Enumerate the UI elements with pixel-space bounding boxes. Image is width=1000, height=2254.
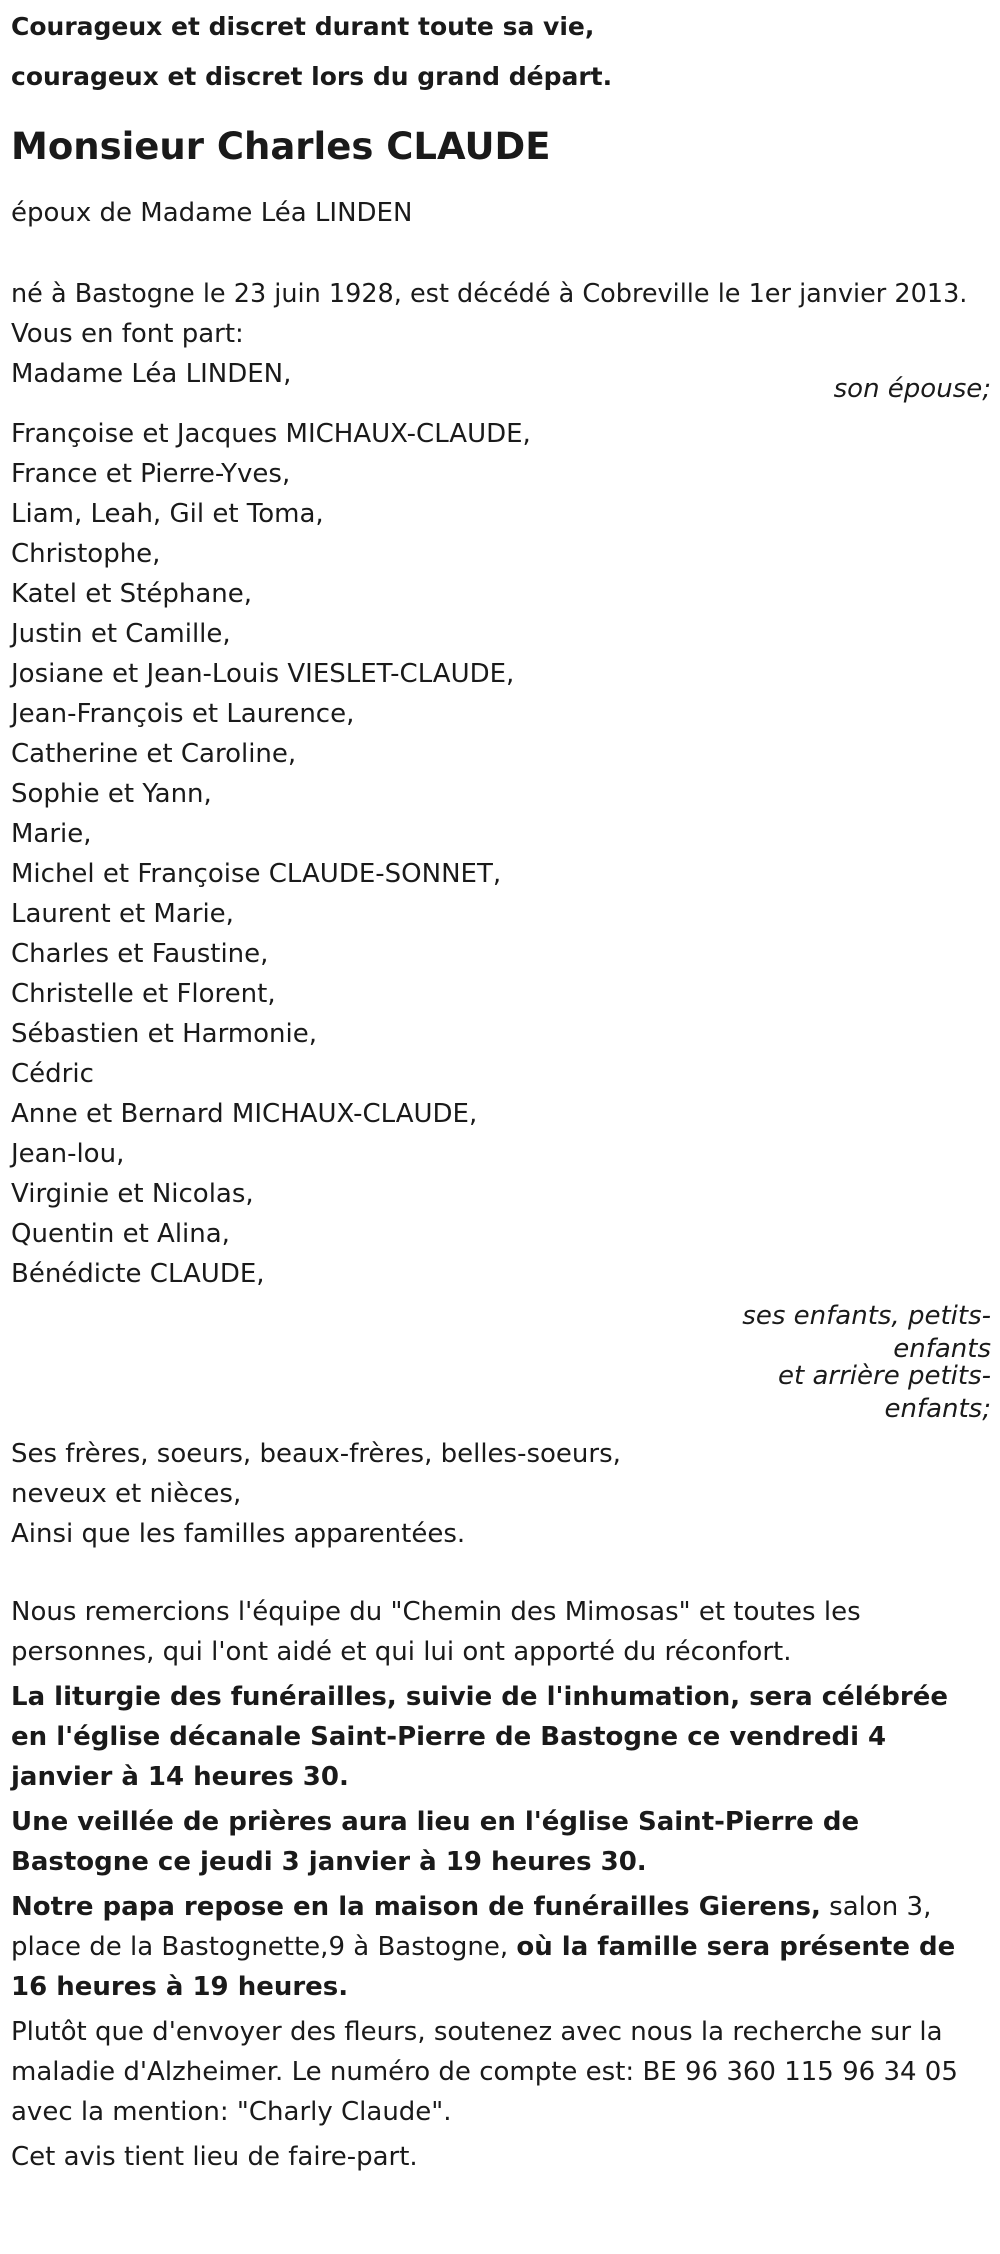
widow-role: son épouse;	[833, 374, 991, 404]
family-list-item: Quentin et Alina,	[11, 1219, 230, 1249]
family-role-line-1: ses enfants, petits-enfants	[742, 1301, 991, 1364]
epigraph-line-1: Courageux et discret durant toute sa vie,	[11, 12, 595, 41]
funeral-paragraph: La liturgie des funérailles, suivie de l'inhumation, sera célébrée en l'église décanale Saint-Pierre de Bastogne ce vendredi 4 janvier à 14 heures 30.	[11, 1682, 948, 1792]
family-list-item: Liam, Leah, Gil et Toma,	[11, 499, 324, 529]
family-list-item: Christophe,	[11, 539, 161, 569]
family-list-item: Bénédicte CLAUDE,	[11, 1259, 265, 1289]
family-list-item: Sophie et Yann,	[11, 779, 212, 809]
family-list	[11, 414, 991, 1294]
family-list-item: Katel et Stéphane,	[11, 579, 253, 609]
vigil-paragraph: Une veillée de prières aura lieu en l'église Saint-Pierre de Bastogne ce jeudi 3 janvier à 19 heures 30.	[11, 1807, 860, 1877]
rest-part-2: salon 3, place de la Bastognette,9 à Bastogne,	[11, 1892, 932, 1962]
family-list-item: France et Pierre-Yves,	[11, 459, 291, 489]
widow-name: Madame Léa LINDEN,	[11, 359, 292, 389]
announce-intro: Vous en font part:	[11, 319, 244, 349]
family-list-item: Jean-lou,	[11, 1139, 125, 1169]
family-list-item: Justin et Camille,	[11, 619, 231, 649]
rest-part-1: Notre papa repose en la maison de funérailles Gierens,	[11, 1892, 821, 1922]
obituary-page	[11, 0, 991, 2177]
family-list-item: Françoise et Jacques MICHAUX-CLAUDE,	[11, 419, 531, 449]
family-list-item: Sébastien et Harmonie,	[11, 1019, 318, 1049]
donation-paragraph: Plutôt que d'envoyer des fleurs, soutenez avec nous la recherche sur la maladie d'Alzheimer. Le numéro de compte est: BE 96 360 115 96 34 05 avec la mention: "Charly Claude".	[11, 2017, 958, 2127]
family-list-item: Virginie et Nicolas,	[11, 1179, 254, 1209]
relatives-line-3: Ainsi que les familles apparentées.	[11, 1519, 466, 1549]
epigraph	[11, 0, 991, 102]
spouse-line: époux de Madame Léa LINDEN	[11, 198, 413, 228]
family-list-item: Cédric	[11, 1059, 94, 1089]
family-list-item: Catherine et Caroline,	[11, 739, 297, 769]
deceased-name: Monsieur Charles CLAUDE	[11, 125, 551, 168]
relatives-line-2: neveux et nièces,	[11, 1479, 242, 1509]
family-list-item: Anne et Bernard MICHAUX-CLAUDE,	[11, 1099, 478, 1129]
family-list-item: Charles et Faustine,	[11, 939, 269, 969]
family-role	[11, 1300, 991, 1426]
family-list-item: Michel et Françoise CLAUDE-SONNET,	[11, 859, 502, 889]
relatives-line-1: Ses frères, soeurs, beaux-frères, belles-soeurs,	[11, 1439, 621, 1469]
family-role-line-2: et arrière petits-enfants;	[778, 1361, 991, 1424]
relatives	[11, 1434, 991, 1554]
thanks-paragraph: Nous remercions l'équipe du "Chemin des Mimosas" et toutes les personnes, qui l'ont aidé et qui lui ont apporté du réconfort.	[11, 1597, 861, 1667]
epigraph-line-2: courageux et discret lors du grand départ.	[11, 62, 613, 91]
rest-paragraph	[11, 1887, 991, 2007]
rest-part-3: où la famille sera présente de 16 heures à 19 heures.	[11, 1932, 956, 2002]
family-list-item: Laurent et Marie,	[11, 899, 234, 929]
birth-death-line: né à Bastogne le 23 juin 1928, est décédé à Cobreville le 1er janvier 2013.	[11, 279, 968, 309]
closing-line: Cet avis tient lieu de faire-part.	[11, 2142, 418, 2172]
family-list-item: Christelle et Florent,	[11, 979, 276, 1009]
family-list-item: Josiane et Jean-Louis VIESLET-CLAUDE,	[11, 659, 515, 689]
family-list-item: Jean-François et Laurence,	[11, 699, 355, 729]
family-list-item: Marie,	[11, 819, 92, 849]
